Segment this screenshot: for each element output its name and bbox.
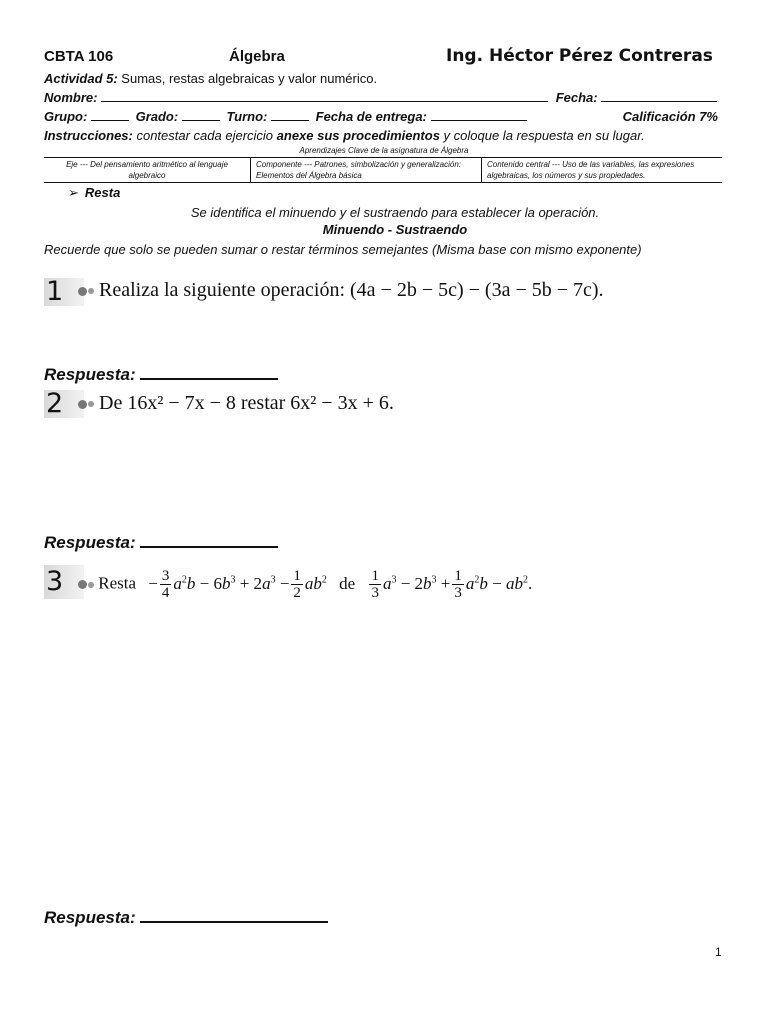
exercise-1-number: 1 — [46, 276, 64, 307]
grado-label: Grado: — [135, 109, 179, 124]
exercise-2-text: De 16x² − 7x − 8 restar 6x² − 3x + 6. — [99, 392, 394, 414]
activity-text: Sumas, restas algebraicas y valor numérico. — [117, 71, 378, 86]
answer-1-label: Respuesta: — [44, 365, 136, 384]
subject-title: Álgebra — [229, 48, 285, 65]
section-line-1: Se identifica el minuendo y el sustraendo para establecer la operación. — [190, 205, 600, 220]
clave-componente: Componente --- Patrones, simbolización y generalización: Elementos del Álgebra básica — [251, 158, 482, 183]
grado-field[interactable] — [182, 109, 220, 121]
answer-3-label: Respuesta: — [44, 908, 136, 927]
clave-title: Aprendizajes Clave de la asignatura de Álgebra — [299, 146, 469, 155]
teacher-name: Ing. Héctor Pérez Contreras — [446, 46, 713, 66]
answer-1-field[interactable] — [140, 364, 278, 380]
instructions-bold: anexe sus procedimientos — [276, 128, 440, 143]
answer-2-field[interactable] — [140, 532, 278, 548]
instructions-text-1: contestar cada ejercicio — [132, 128, 277, 143]
exercise-3-expression-b: $\frac{1}{3}$ $a^3 - 2b^3$ + $\frac{1}{3}$ $a^2b - ab^2$. — [371, 568, 533, 602]
activity-line — [44, 71, 377, 86]
answer-2-label: Respuesta: — [44, 533, 136, 552]
nombre-field[interactable] — [101, 90, 548, 102]
bullet-dots-icon — [78, 279, 94, 302]
section-title: Resta — [84, 185, 121, 200]
instructions-line — [44, 128, 645, 143]
clave-contenido: Contenido central --- Uso de las variables, las expresiones algebraicas, los números y sus propiedades. — [482, 158, 723, 183]
entrega-label: Fecha de entrega: — [315, 109, 427, 124]
clave-table — [44, 157, 722, 183]
exercise-3-middle: de — [339, 573, 356, 593]
nombre-label: Nombre: — [44, 90, 98, 105]
answer-2 — [44, 532, 278, 553]
exercise-2 — [78, 392, 394, 415]
bullet-dots-icon — [78, 392, 94, 415]
section-line-3: Recuerde que solo se pueden sumar o restar términos semejantes (Misma base con mismo exponente) — [44, 242, 642, 257]
exercise-3-prefix: Resta — [98, 573, 137, 593]
page-number: 1 — [715, 945, 722, 959]
fecha-field[interactable] — [601, 90, 717, 102]
grupo-label: Grupo: — [44, 109, 88, 124]
entrega-field[interactable] — [431, 109, 527, 121]
exercise-2-number: 2 — [46, 388, 64, 419]
answer-3-field[interactable] — [140, 907, 328, 923]
section-line-2: Minuendo - Sustraendo — [322, 222, 468, 237]
calificacion-label: Calificación 7% — [622, 109, 718, 124]
school-name: CBTA 106 — [44, 48, 114, 65]
group-line — [44, 109, 527, 124]
exercise-3 — [78, 556, 532, 608]
activity-label: Actividad 5: — [44, 71, 118, 86]
turno-field[interactable] — [271, 109, 309, 121]
answer-3 — [44, 907, 328, 928]
grupo-field[interactable] — [91, 109, 129, 121]
name-line — [44, 90, 722, 105]
exercise-1-text: Realiza la siguiente operación: (4a − 2b − 5c) − (3a − 5b − 7c). — [99, 279, 604, 301]
clave-eje: Eje --- Del pensamiento aritmético al lenguaje algebraico — [44, 158, 251, 183]
bullet-arrow-icon: ➢ — [68, 185, 79, 200]
section-heading — [68, 185, 120, 201]
bullet-dots-icon — [78, 560, 94, 608]
fecha-label: Fecha: — [555, 90, 598, 105]
turno-label: Turno: — [226, 109, 268, 124]
instructions-label: Instrucciones: — [44, 128, 133, 143]
exercise-3-expression-a: − $\frac{3}{4}$ $a^2b - 6b^3 + 2a^3$ − $\frac{1}{2}$ $ab^2$ — [148, 568, 327, 602]
answer-1 — [44, 364, 278, 385]
exercise-3-number: 3 — [46, 566, 64, 597]
exercise-1 — [78, 279, 604, 302]
instructions-text-2: y coloque la respuesta en su lugar. — [439, 128, 645, 143]
